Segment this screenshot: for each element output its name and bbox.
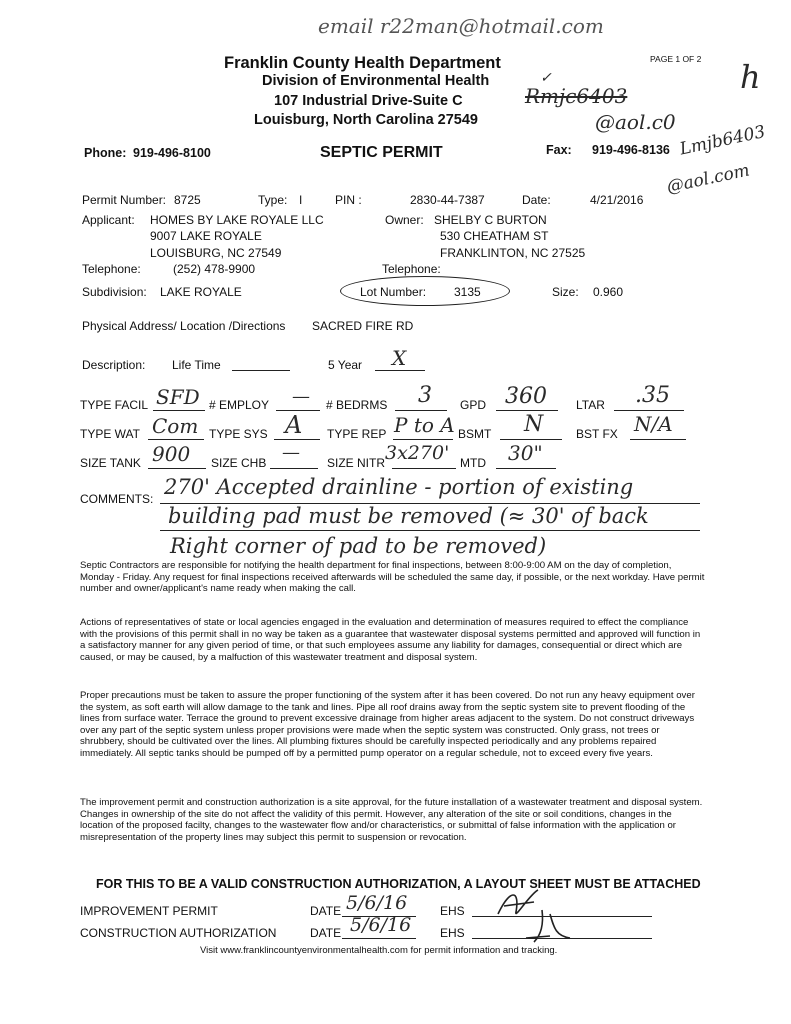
improvement-date: 5/6/16 bbox=[346, 892, 408, 914]
type-wat-label: TYPE WAT bbox=[80, 427, 140, 441]
paragraph-precautions: Proper precautions must be taken to assure the proper functioning of the system after it has been covered. Do not run any heavy equipment over the system, as soft earth will allow damage to the tank and lines. Pipe all roof drains away from the septic system site to prevent flooding of the lines from surface water. Terrace the ground to prevent excessive drainage from higher areas adjacent to the system. Do not construct driveways over any part of the septic system unless proper provisions were made when the septic system was constructed. Only grass, not trees or shrubbery, should be cultivated over the lines. All plumbing fixtures should be carefully inspected periodically and any problems repaired immediately. All septic tanks should be pumped off by a permitted pump operator on a regular schedule, not to exceed every five years. bbox=[80, 690, 695, 759]
permit-type: I bbox=[299, 193, 303, 207]
comments-text-3: Right corner of pad to be removed) bbox=[170, 534, 547, 558]
gpd-blank bbox=[496, 410, 558, 411]
bedrms-blank bbox=[395, 410, 447, 411]
employ-label: # EMPLOY bbox=[209, 398, 270, 412]
subdivision-value: LAKE ROYALE bbox=[160, 285, 242, 299]
physical-address-label: Physical Address/ Location /Directions bbox=[82, 319, 286, 333]
owner-street: 530 CHEATHAM ST bbox=[440, 229, 549, 243]
applicant-label: Applicant: bbox=[82, 213, 135, 227]
size-nitr-blank bbox=[392, 468, 456, 469]
phone-label: Phone: bbox=[84, 146, 127, 160]
size-tank-label: SIZE TANK bbox=[80, 456, 141, 470]
website-notice: Visit www.franklincountyenvironmentalhealth.com for permit information and tracking. bbox=[200, 945, 558, 956]
construction-date-label: DATE bbox=[310, 926, 342, 940]
type-rep-label: TYPE REP bbox=[327, 427, 387, 441]
size-value: 0.960 bbox=[593, 285, 624, 299]
comments-label: COMMENTS: bbox=[80, 492, 154, 506]
improvement-permit-label: IMPROVEMENT PERMIT bbox=[80, 904, 218, 918]
size-chb-label: SIZE CHB bbox=[211, 456, 267, 470]
permit-date: 4/21/2016 bbox=[590, 193, 644, 207]
lot-number: 3135 bbox=[454, 285, 481, 299]
improvement-ehs-label: EHS bbox=[440, 904, 465, 918]
gpd-label: GPD bbox=[460, 398, 487, 412]
gpd-value: 360 bbox=[505, 384, 547, 409]
bedrms-value: 3 bbox=[418, 383, 432, 408]
bst-fx-value: N/A bbox=[634, 412, 673, 436]
header-address: 107 Industrial Drive-Suite C bbox=[274, 93, 463, 109]
applicant-tel-label: Telephone: bbox=[82, 262, 141, 276]
handwritten-aol-2: @aol.com bbox=[665, 160, 752, 198]
subdivision-label: Subdivision: bbox=[82, 285, 147, 299]
type-rep-blank bbox=[393, 439, 453, 440]
applicant-tel: (252) 478-9900 bbox=[173, 262, 256, 276]
handwritten-struck-code: Rmjc6403 bbox=[525, 84, 628, 108]
ltar-label: LTAR bbox=[576, 398, 605, 412]
type-facil-blank bbox=[153, 410, 205, 411]
handwritten-h: h bbox=[740, 58, 761, 96]
type-rep-value: P to A bbox=[394, 413, 455, 437]
applicant-name: HOMES BY LAKE ROYALE LLC bbox=[150, 213, 324, 227]
owner-label: Owner: bbox=[385, 213, 424, 227]
type-sys-label: TYPE SYS bbox=[209, 427, 268, 441]
five-year-option: 5 Year bbox=[328, 358, 363, 372]
five-year-mark: X bbox=[392, 346, 407, 370]
handwritten-aol-1: @aol.c0 bbox=[595, 110, 676, 134]
size-nitr-label: SIZE NITR bbox=[327, 456, 386, 470]
fax-label: Fax: bbox=[546, 143, 572, 157]
pin-label: PIN : bbox=[335, 193, 362, 207]
comments-text-2: building pad must be removed (≈ 30' of back bbox=[168, 504, 649, 528]
construction-signature bbox=[520, 906, 580, 946]
lot-number-label: Lot Number: bbox=[360, 285, 427, 299]
ltar-blank bbox=[614, 410, 684, 411]
type-facil-value: SFD bbox=[156, 385, 200, 409]
mtd-blank bbox=[496, 468, 556, 469]
permit-type-label: Type: bbox=[258, 193, 288, 207]
type-sys-value: A bbox=[285, 411, 303, 439]
size-chb-blank bbox=[270, 468, 318, 469]
header-city: Louisburg, North Carolina 27549 bbox=[254, 112, 478, 128]
paragraph-site-approval: The improvement permit and construction authorization is a site approval, for the future installation of a wastewater treatment and disposal system. Changes in ownership of the site do not affect the validity of this permit. However, any alteration of the site or soil conditions, changes in the location of the proposed facilty, changes to the wastewater flow and/or characteristics, or submittal of false information with the application or misrepresentation of the property lines may subject this permit to suspension or revocation. bbox=[80, 797, 703, 843]
handwritten-check: ✓ bbox=[540, 70, 552, 86]
owner-name: SHELBY C BURTON bbox=[434, 213, 547, 227]
page-title: SEPTIC PERMIT bbox=[320, 144, 443, 161]
bsmt-blank bbox=[500, 439, 562, 440]
applicant-city: LOUISBURG, NC 27549 bbox=[150, 246, 282, 260]
handwritten-email: email r22man@hotmail.com bbox=[318, 14, 604, 38]
type-sys-blank bbox=[274, 439, 320, 440]
bst-fx-label: BST FX bbox=[576, 427, 618, 441]
page-number: PAGE 1 OF 2 bbox=[650, 54, 702, 64]
mtd-value: 30" bbox=[508, 441, 543, 465]
division-name: Division of Environmental Health bbox=[262, 73, 490, 89]
five-year-blank bbox=[375, 370, 425, 371]
permit-number: 8725 bbox=[174, 193, 201, 207]
bsmt-label: BSMT bbox=[458, 427, 492, 441]
bsmt-value: N bbox=[524, 412, 544, 437]
construction-ehs-label: EHS bbox=[440, 926, 465, 940]
paragraph-liability: Actions of representatives of state or local agencies engaged in the evaluation and determination of measures required to effect the compliance with the provisions of this permit shall in no way be taken as a guarantee that wastewater disposal systems permitted and approved will function in a satisfactory manner for any given period of time, or that such employees assume any liability for damages, consequential or direct which are caused, or may be caused, by a malfuction of this wastewater treatment and disposal system. bbox=[80, 617, 701, 663]
employ-value: — bbox=[292, 386, 310, 407]
layout-notice: FOR THIS TO BE A VALID CONSTRUCTION AUTHORIZATION, A LAYOUT SHEET MUST BE ATTACHED bbox=[96, 877, 701, 891]
size-label: Size: bbox=[552, 285, 579, 299]
construction-date: 5/6/16 bbox=[350, 914, 412, 936]
pin-value: 2830-44-7387 bbox=[410, 193, 485, 207]
type-facil-label: TYPE FACIL bbox=[80, 398, 149, 412]
size-chb-value: — bbox=[282, 442, 300, 463]
comments-line-2 bbox=[160, 530, 700, 531]
size-tank-value: 900 bbox=[152, 442, 191, 466]
date-label: Date: bbox=[522, 193, 551, 207]
mtd-label: MTD bbox=[460, 456, 486, 470]
type-wat-value: Com bbox=[152, 414, 199, 438]
comments-text-1: 270' Accepted drainline - portion of existing bbox=[164, 475, 634, 499]
org-name: Franklin County Health Department bbox=[224, 54, 501, 72]
owner-tel-label: Telephone: bbox=[382, 262, 441, 276]
physical-address: SACRED FIRE RD bbox=[312, 319, 414, 333]
lifetime-blank bbox=[232, 370, 290, 371]
bst-fx-blank bbox=[630, 439, 686, 440]
size-nitr-value: 3x270' bbox=[385, 442, 450, 464]
bedrms-label: # BEDRMS bbox=[326, 398, 388, 412]
lifetime-option: Life Time bbox=[172, 358, 221, 372]
paragraph-inspections: Septic Contractors are responsible for notifying the health department for final inspections, between 8:00-9:00 AM on the day of completion, Monday - Friday. Any request for final inspections received afterwards will be scheduled the same day, if possible, or the next workday. Have permit number and owner/applicant's name ready when making the call. bbox=[80, 560, 705, 595]
type-wat-blank bbox=[148, 439, 204, 440]
description-label: Description: bbox=[82, 358, 146, 372]
improvement-date-label: DATE bbox=[310, 904, 342, 918]
owner-city: FRANKLINTON, NC 27525 bbox=[440, 246, 586, 260]
construction-date-line bbox=[342, 938, 416, 939]
ltar-value: .35 bbox=[635, 383, 670, 408]
construction-authorization-label: CONSTRUCTION AUTHORIZATION bbox=[80, 926, 277, 940]
fax-number: 919-496-8136 bbox=[592, 143, 670, 157]
handwritten-code-2: Lmjb6403 bbox=[678, 121, 768, 160]
phone-number: 919-496-8100 bbox=[133, 146, 211, 160]
size-tank-blank bbox=[148, 468, 206, 469]
applicant-street: 9007 LAKE ROYALE bbox=[150, 229, 262, 243]
permit-number-label: Permit Number: bbox=[82, 193, 167, 207]
